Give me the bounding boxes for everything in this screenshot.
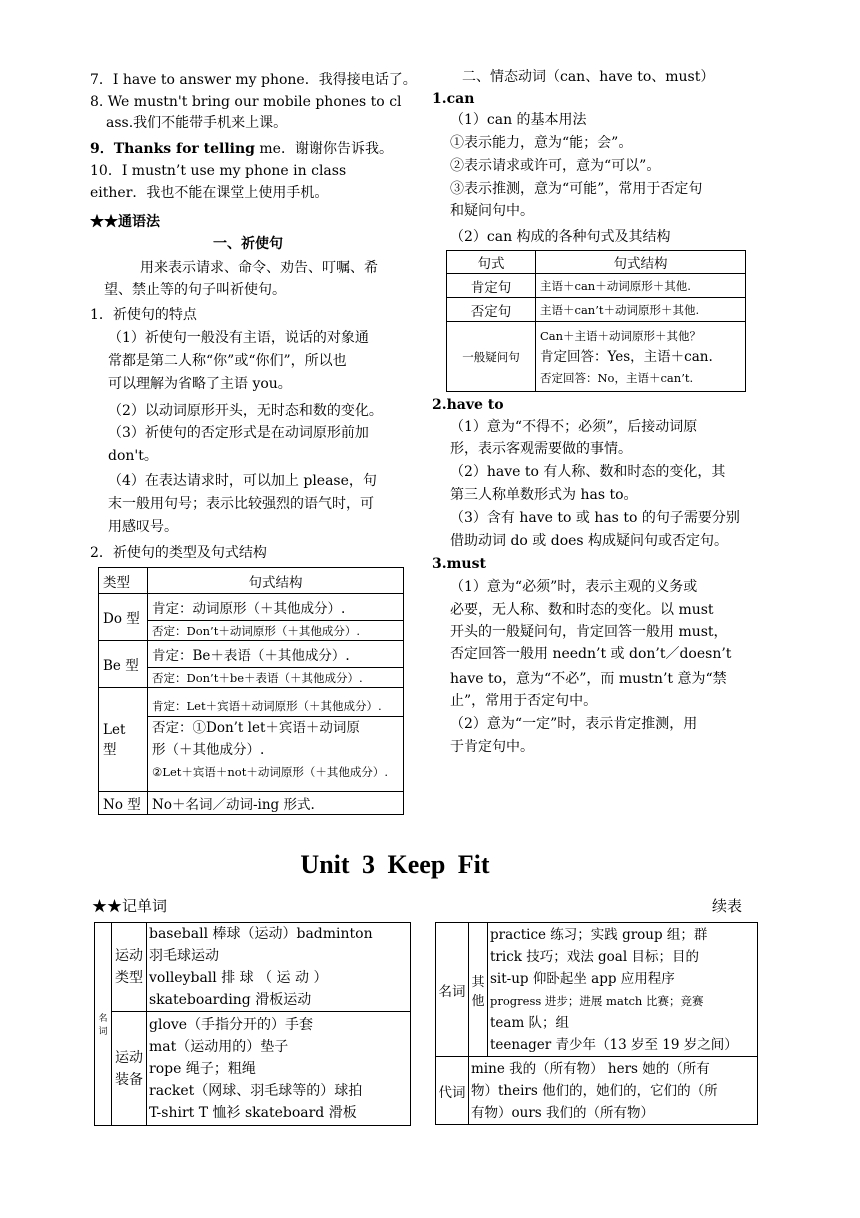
feature-3b: don't。	[108, 448, 158, 464]
pronoun-word-line: 物）theirs 他们的，她们的，它们的（所	[471, 1082, 718, 1099]
can-question-line: Can＋主语＋动词原形＋其他？	[540, 328, 702, 343]
must-1d: 否定回答一般用 needn’t 或 don’t／doesn’t	[450, 646, 732, 662]
modal-title: 二、情态动词（can、have to、must）	[462, 69, 715, 85]
pronoun-label: 代词	[436, 1057, 469, 1125]
feature-1a: （1）祈使句一般没有主语，说话的对象通	[108, 330, 369, 346]
have-to-3b: 借助动词 do 或 does 构成疑问句或否定句。	[450, 533, 729, 549]
can-table	[446, 250, 746, 392]
do-positive: 肯定：动词原形（＋其他成分）.	[148, 594, 404, 621]
can-no-answer: 否定回答：No，主语＋can’t.	[540, 370, 694, 385]
imperative-title: 一、祈使句	[213, 236, 283, 252]
sports-word-line: volleyball 排 球 （ 运 动 ）	[149, 970, 328, 986]
must-1c: 开头的一般疑问句，肯定回答一般用 must，	[450, 624, 728, 640]
feature-3a: （3）祈使句的否定形式是在动词原形前加	[108, 425, 369, 441]
vocab-heading: ★★记单词	[92, 897, 168, 915]
can-usage-a: ①表示能力，意为“能；会”。	[450, 135, 633, 151]
noun-label-right: 名词	[436, 923, 469, 1057]
have-to-2a: （2）have to 有人称、数和时态的变化，其	[450, 464, 726, 480]
other-word-line: sit-up 仰卧起坐 app 应用程序	[490, 970, 675, 987]
can-heading: 1.can	[432, 91, 475, 107]
pronoun-word-line: mine 我的（所有物） hers 她的（所有	[471, 1060, 710, 1077]
have-to-3a: （3）含有 have to 或 has to 的句子需要分别	[450, 510, 740, 526]
let-structures	[148, 688, 404, 792]
sentence-10-cont: either．我也不能在课堂上使用手机。	[90, 185, 329, 201]
type-be: Be 型	[99, 641, 148, 688]
let-positive: 肯定：Let＋宾语＋动词原形（＋其他成分）.	[152, 699, 382, 713]
have-to-heading: 2.have to	[432, 397, 504, 413]
sentence-9-bold: 9．Thanks for telling	[90, 141, 255, 157]
continued-label: 续表	[712, 897, 743, 915]
have-to-2b: 第三人称单数形式为 has to。	[450, 487, 638, 503]
other-words	[488, 923, 758, 1057]
can-table-header-2: 句式结构	[536, 251, 746, 274]
equipment-words	[147, 1012, 411, 1126]
table-header-structure: 句式结构	[148, 568, 404, 594]
have-to-1a: （1）意为“不得不；必须”，后接动词原	[450, 419, 698, 435]
do-negative: 否定：Don’t＋动词原形（＋其他成分）.	[148, 621, 404, 641]
can-negative-struct: 主语＋can’t＋动词原形＋其他.	[536, 298, 746, 322]
can-table-header-1: 句式	[447, 251, 536, 274]
equipment-label: 运动装备	[112, 1012, 147, 1126]
must-2b: 于肯定句中。	[450, 739, 534, 755]
sentence-10: 10．I mustn’t use my phone in class	[90, 163, 347, 179]
imperative-types-table	[98, 567, 404, 815]
must-1b: 必要，无人称、数和时态的变化。以 must	[450, 602, 714, 618]
must-1e: have to，意为“不必”，而 mustn’t 意为“禁	[450, 671, 727, 687]
pronoun-words	[469, 1057, 758, 1125]
sports-word-line: baseball 棒球（运动）badminton	[149, 926, 373, 942]
equipment-word-line: rope 绳子；粗绳	[149, 1060, 256, 1077]
can-yes-answer: 肯定回答：Yes，主语＋can.	[540, 348, 713, 365]
be-negative: 否定：Don’t＋be＋表语（＋其他成分）.	[148, 668, 404, 688]
features-title: 1．祈使句的特点	[90, 307, 197, 323]
types-title: 2．祈使句的类型及句式结构	[90, 545, 267, 561]
sports-word-line: 羽毛球运动	[149, 948, 219, 964]
feature-4b: 末一般用句号；表示比较强烈的语气时，可	[108, 496, 374, 512]
equipment-word-line: glove（手指分开的）手套	[149, 1016, 314, 1033]
equipment-word-line: T-shirt T 恤衫 skateboard 滑板	[149, 1104, 357, 1121]
other-word-line: practice 练习；实践 group 组；群	[490, 926, 708, 943]
can-affirmative: 肯定句	[447, 274, 536, 298]
let-negative-1-cont: 形（＋其他成分）.	[152, 742, 265, 758]
let-negative-1: 否定：①Don’t let＋宾语＋动词原	[152, 720, 360, 736]
other-label: 其他	[469, 923, 488, 1057]
sentence-8-cont: ass.我们不能带手机来上课。	[106, 115, 288, 131]
vocab-table-right	[435, 922, 758, 1125]
have-to-1b: 形，表示客观需要做的事情。	[450, 441, 632, 457]
vocab-table-left	[94, 922, 411, 1126]
intro-line-1: 用来表示请求、命令、劝告、叮嘱、希	[140, 260, 378, 276]
feature-4a: （4）在表达请求时，可以加上 please，句	[108, 473, 377, 489]
let-negative-2: ②Let＋宾语＋not＋动词原形（＋其他成分）.	[152, 765, 388, 779]
sentence-7: 7．I have to answer my phone．我得接电话了。	[90, 72, 417, 88]
equipment-word-line: racket（网球、羽毛球等的）球拍	[149, 1082, 363, 1099]
noun-label-left: 名词	[95, 923, 112, 1126]
pronoun-word-line: 有物）ours 我们的（所有物）	[471, 1104, 654, 1121]
can-question-struct	[536, 322, 746, 392]
sports-type-label: 运动类型	[112, 923, 147, 1012]
sentence-8: 8. We mustn't bring our mobile phones to cl	[90, 94, 402, 110]
other-word-line: team 队；组	[490, 1014, 570, 1031]
other-word-line: trick 技巧；戏法 goal 目标；目的	[490, 948, 699, 965]
grammar-heading: ★★通语法	[90, 214, 160, 230]
must-2a: （2）意为“一定”时，表示肯定推测，用	[450, 716, 698, 732]
can-sentence-title: （2）can 构成的各种句式及其结构	[450, 229, 671, 245]
can-negative: 否定句	[447, 298, 536, 322]
be-positive: 肯定：Be＋表语（＋其他成分）.	[148, 641, 404, 668]
table-header-type: 类型	[99, 568, 148, 594]
sentence-9-rest: me．谢谢你告诉我。	[254, 141, 393, 157]
feature-1b: 常都是第二人称“你”或“你们”，所以也	[108, 353, 347, 369]
must-heading: 3.must	[432, 556, 486, 572]
type-do: Do 型	[99, 594, 148, 641]
sentence-9	[90, 139, 393, 159]
other-word-line: progress 进步；进展 match 比赛；竞赛	[490, 993, 704, 1008]
intro-line-2: 望、禁止等的句子叫祈使句。	[104, 282, 286, 298]
can-affirmative-struct: 主语＋can＋动词原形＋其他.	[536, 274, 746, 298]
must-1f: 止”，常用于否定句中。	[450, 693, 598, 709]
can-usage-b: ②表示请求或许可，意为“可以”。	[450, 158, 661, 174]
feature-4c: 用感叹号。	[108, 519, 178, 535]
can-usage-title: （1）can 的基本用法	[450, 112, 587, 128]
sports-word-line: skateboarding 滑板运动	[149, 992, 312, 1008]
other-word-line: teenager 青少年（13 岁至 19 岁之间）	[490, 1036, 738, 1053]
sports-type-words	[147, 923, 411, 1012]
type-let: Let 型	[99, 688, 148, 792]
can-usage-c: ③表示推测，意为“可能”，常用于否定句	[450, 181, 703, 197]
unit-title: Unit 3 Keep Fit	[300, 850, 490, 879]
can-usage-c-cont: 和疑问句中。	[450, 203, 534, 219]
can-question: 一般疑问句	[447, 322, 536, 392]
feature-1c: 可以理解为省略了主语 you。	[108, 376, 292, 392]
equipment-word-line: mat（运动用的）垫子	[149, 1038, 289, 1055]
feature-2: （2）以动词原形开头，无时态和数的变化。	[108, 403, 383, 419]
no-structure: No＋名词／动词-ing 形式.	[148, 792, 404, 815]
must-1a: （1）意为“必须”时，表示主观的义务或	[450, 579, 698, 595]
type-no: No 型	[99, 792, 148, 815]
